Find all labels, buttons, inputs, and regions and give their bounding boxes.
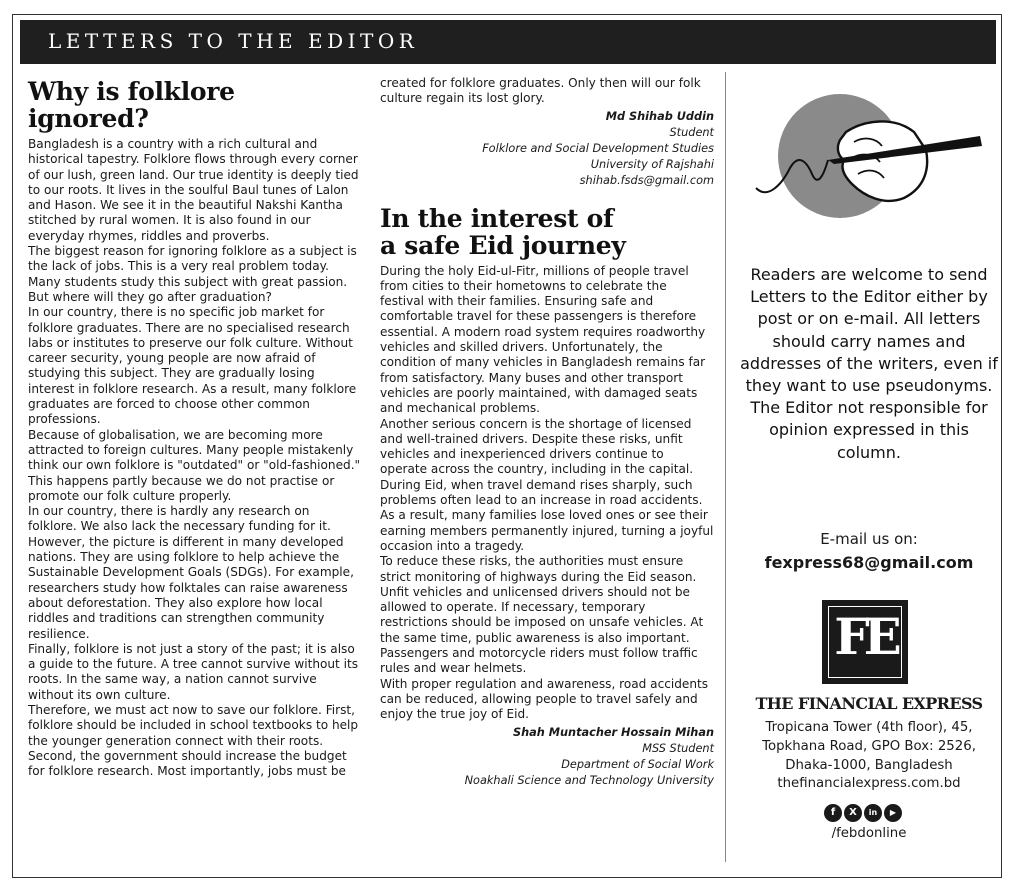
publication-address bbox=[740, 718, 998, 775]
letter-1-paragraph: Finally, folklore is not just a story of the past; it is also a guide to the future. A tree cannot survive without its roots. In the same way, a nation cannot survive without its own culture. bbox=[28, 641, 359, 702]
address-line-2: Topkhana Road, GPO Box: 2526, bbox=[762, 739, 976, 754]
editor-email[interactable]: fexpress68@gmail.com bbox=[764, 553, 974, 572]
letter-1-signature bbox=[380, 109, 714, 189]
letter-1 bbox=[28, 78, 362, 779]
banner-title: LETTERS TO THE EDITOR bbox=[48, 29, 419, 53]
letter-2-dept: Department of Social Work bbox=[561, 757, 714, 771]
letter-1-paragraph: Because of globalisation, we are becoming more attracted to foreign cultures. Many people mistakenly think our own folklore is "outdated" or "old-fashioned." This happens partly because we do not practise or promote our folk culture properly. bbox=[28, 427, 361, 503]
letter-2-university: Noakhali Science and Technology University bbox=[464, 773, 714, 787]
letter-1-paragraph: In our country, there is no specific job market for folklore graduates. There are no specialised research labs or institutes to preserve our folk culture. Without career security, young people are now afraid of studying this subject. They are gradually losing interest in folklore research. As a result, many folklore graduates are forced to choose other common professions. bbox=[28, 305, 357, 427]
social-handle[interactable]: /febdonline bbox=[831, 826, 907, 841]
letter-2-title bbox=[380, 205, 714, 259]
email-label: E-mail us on: bbox=[820, 530, 918, 548]
letter-1-title-line-2: ignored? bbox=[28, 104, 149, 133]
letter-1-title bbox=[28, 78, 362, 132]
publication-name: THE FINANCIAL EXPRESS bbox=[755, 694, 983, 713]
letter-2-title-line-2: a safe Eid journey bbox=[380, 230, 626, 260]
writing-hand-illustration bbox=[754, 80, 984, 234]
letter-1-paragraph: The biggest reason for ignoring folklore as a subject is the lack of jobs. This is a very real problem today. Many students study this subject with great passion. But where will they go after graduation? bbox=[28, 244, 357, 304]
linkedin-icon[interactable]: in bbox=[864, 804, 882, 822]
fe-logo-text: FE bbox=[834, 607, 896, 666]
letter-1-paragraph: Bangladesh is a country with a rich cultural and historical tapestry. Folklore flows through every corner of our lush, green land. Our true identity is deeply tied to our roots. It lives in the soulful Baul tunes of Lalon and Hason. We see it in the beautiful Nakshi Kantha stitched by rural women. It is also found in our everyday rhymes, riddles and proverbs. bbox=[28, 137, 359, 243]
letter-2-role: MSS Student bbox=[642, 741, 714, 755]
letter-2-title-line-1: In the interest of bbox=[380, 203, 614, 233]
facebook-icon[interactable]: f bbox=[824, 804, 842, 822]
address-line-1: Tropicana Tower (4th floor), 45, bbox=[765, 720, 973, 735]
letter-1-title-line-1: Why is folklore bbox=[28, 77, 235, 106]
letter-1-paragraph: Therefore, we must act now to save our folklore. First, folklore should be included in school textbooks to help the younger generation connect with their roots. Second, the government should increase the budget for folklore research. Most importantly, jobs must be bbox=[28, 702, 359, 779]
editor-note: Readers are welcome to send Letters to the Editor either by post or on e-mail. All letters should carry names and addresses of the writers, even if they want to use pseudonyms. The Editor not responsible for opinion expressed in this column. bbox=[740, 265, 998, 462]
x-icon[interactable]: X bbox=[844, 804, 862, 822]
column-divider bbox=[725, 72, 726, 862]
letter-1-paragraph: In our country, there is hardly any research on folklore. We also lack the necessary funding for it. However, the picture is different in many developed nations. They are using folklore to help achieve the Sustainable Development Goals (SDGs). For example, researchers study how folktales can raise awareness about deforestation. They also explore how local riddles and traditions can strengthen community resilience. bbox=[28, 504, 354, 641]
website-link[interactable]: thefinancialexpress.com.bd bbox=[777, 776, 961, 791]
letter-2-signature bbox=[380, 725, 714, 789]
letter-1-university: University of Rajshahi bbox=[590, 157, 714, 171]
letter-2-paragraph: To reduce these risks, the authorities must ensure strict monitoring of highways during the Eid season. Unfit vehicles and unlicensed drivers should not be allowed to operate. If necessary, temporary restrictions should be imposed on unsafe vehicles. At the same time, public awareness is also important. Passengers and motorcycle riders must follow traffic rules and wear helmets. bbox=[380, 554, 704, 676]
letter-1-role: Student bbox=[669, 125, 714, 139]
letter-1-dept: Folklore and Social Development Studies bbox=[482, 141, 714, 155]
letter-1-email[interactable]: shihab.fsds@gmail.com bbox=[579, 173, 714, 187]
section-banner bbox=[20, 20, 996, 64]
letter-2-paragraph: During the holy Eid-ul-Fitr, millions of people travel from cities to their hometowns to celebrate the festival with their families. Ensuring safe and comfortable travel for these passengers is therefore essential. A modern road system requires roadworthy vehicles and skilled drivers. Unfortunately, the condition of many vehicles in Bangladesh remains far from satisfactory. Many buses and other transport vehicles are poorly maintained, with damaged seats and mechanical problems. bbox=[380, 263, 706, 416]
letter-1-author: Md Shihab Uddin bbox=[605, 109, 714, 123]
youtube-icon[interactable]: ▶ bbox=[884, 804, 902, 822]
letter-2-author: Shah Muntacher Hossain Mihan bbox=[513, 725, 714, 739]
address-line-3: Dhaka-1000, Bangladesh bbox=[785, 758, 953, 773]
fe-logo bbox=[822, 600, 908, 684]
letter-1-continuation: created for folklore graduates. Only then will our folk culture regain its lost glory. bbox=[380, 76, 701, 106]
letter-2-paragraph: Another serious concern is the shortage of licensed and well-trained drivers. Despite these risks, unfit vehicles and inexperienced drivers continue to operate across the country, including in the capital. During Eid, when travel demand rises sharply, such problems often lead to an increase in road accidents. As a result, many families lose loved ones or see their earning members permanently injured, turning a joyful occasion into a tragedy. bbox=[380, 416, 714, 553]
social-icons bbox=[820, 804, 910, 824]
letter-2-paragraph: With proper regulation and awareness, road accidents can be reduced, allowing people to travel safely and enjoy the true joy of Eid. bbox=[380, 676, 709, 722]
column-2 bbox=[380, 76, 714, 789]
